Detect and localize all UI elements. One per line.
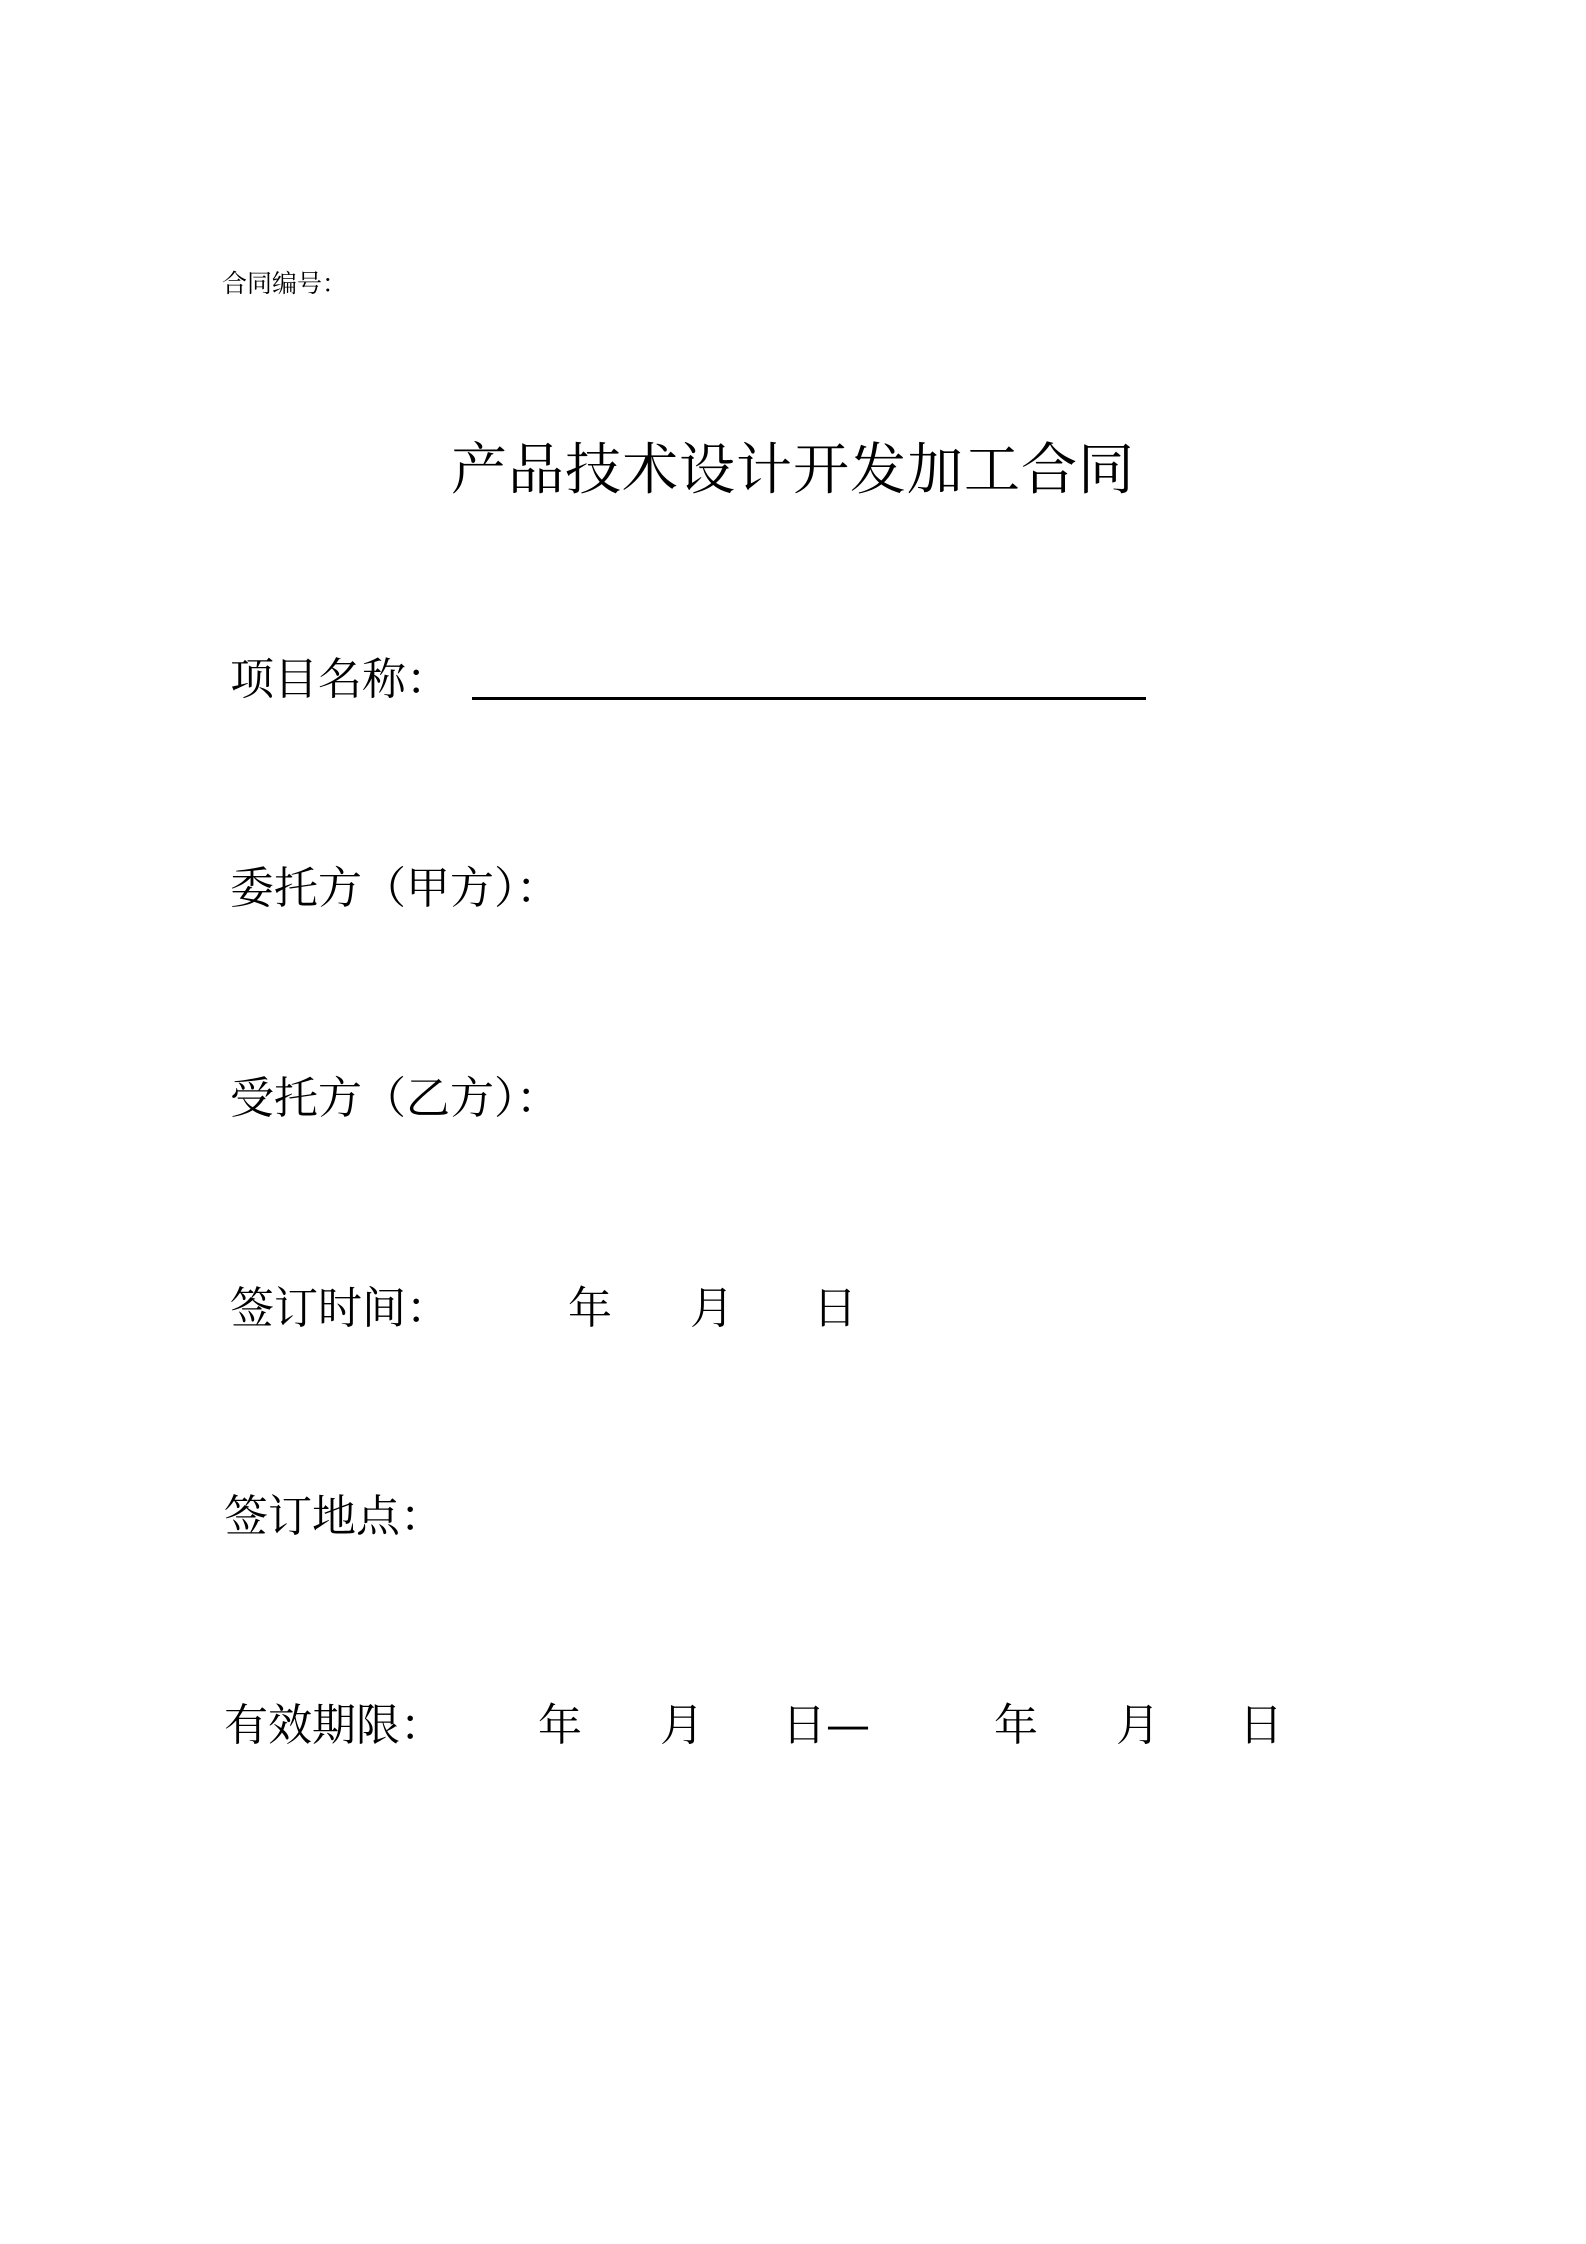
signing-date-year: 年 [568,1283,612,1334]
document-title: 产品技术设计开发加工合同 [451,438,1135,503]
validity-start-day: 日— [782,1700,870,1751]
project-name-label: 项目名称： [230,654,450,705]
validity-start-year: 年 [538,1700,582,1751]
validity-start-month: 月 [660,1700,704,1751]
signing-date-label: 签订时间： [230,1283,450,1334]
contract-number-label: 合同编号： [222,269,348,298]
validity-end-month: 月 [1116,1700,1160,1751]
validity-end-day: 日 [1239,1700,1283,1751]
project-name-blank-line[interactable] [472,697,1146,700]
signing-date-month: 月 [690,1283,734,1334]
signing-date-day: 日 [813,1283,857,1334]
signing-place-label: 签订地点： [224,1491,444,1542]
validity-end-year: 年 [994,1700,1038,1751]
party-a-label: 委托方（甲方）： [230,863,560,914]
party-b-label: 受托方（乙方）： [230,1073,560,1124]
validity-label: 有效期限： [224,1700,444,1751]
